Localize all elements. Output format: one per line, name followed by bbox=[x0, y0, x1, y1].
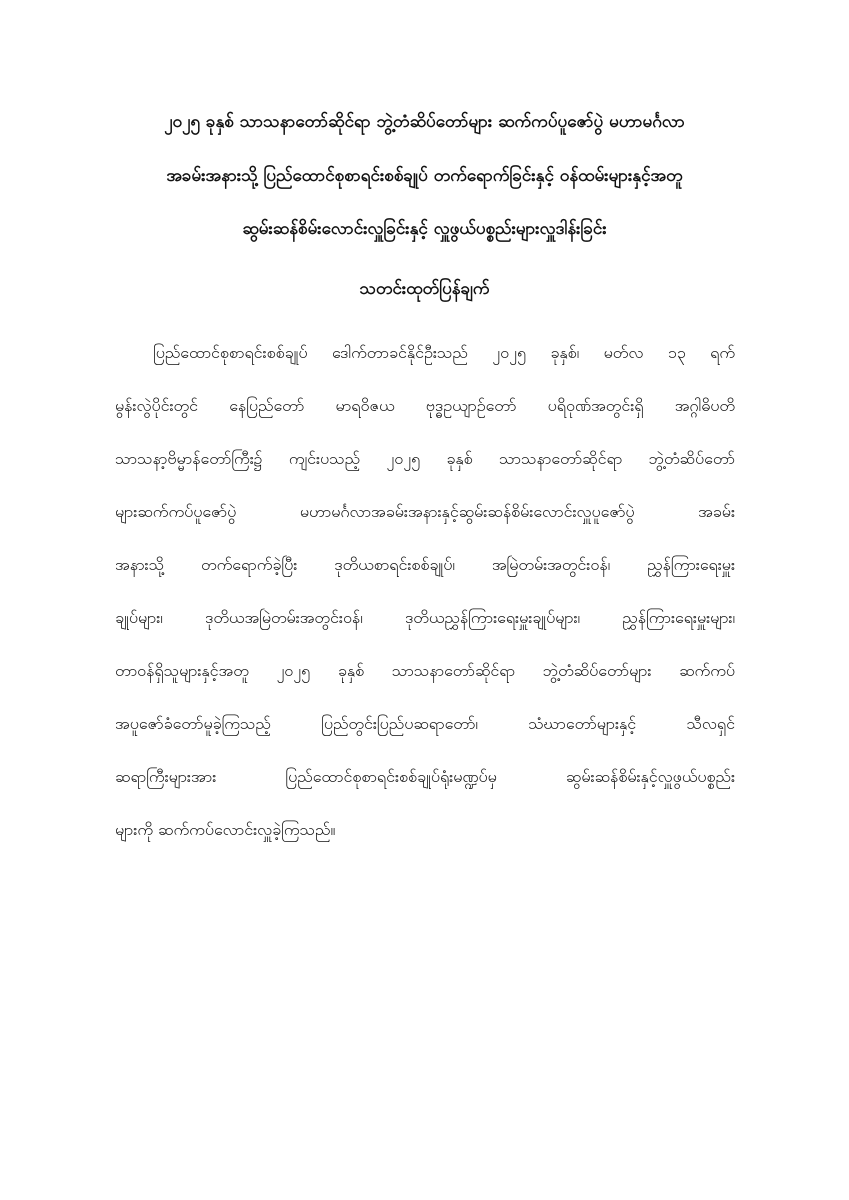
body-line: အနားသို့ တက်ရောက်ခဲ့ပြီး ဒုတိယစာရင်းစစ်ချုပ်၊ အမြဲတမ်းအတွင်းဝန်၊ ညွှန်ကြားရေးမှူး bbox=[115, 555, 735, 574]
body-line: မွန်းလွဲပိုင်းတွင် နေပြည်တော် မာရဝိဇယ ဗုဒ္ဓဥယျာဉ်တော် ပရိဝုဏ်အတွင်းရှိ အဂ္ဂါဓိပတိ bbox=[115, 396, 735, 415]
body-line: တာဝန်ရှိသူများနှင့်အတူ ၂၀၂၅ ခုနှစ် သာသနာတော်ဆိုင်ရာ ဘွဲ့တံဆိပ်တော်များ ဆက်ကပ် bbox=[115, 661, 735, 680]
document-title-line-3: ဆွမ်းဆန်စိမ်းလောင်းလှူခြင်းနှင့် လှူဖွယ်ပစ္စည်းများလှူဒါန်းခြင်း bbox=[242, 219, 607, 239]
body-line: များကို ဆက်ကပ်လောင်းလှူခဲ့ကြသည်။ bbox=[115, 820, 336, 839]
document-title-line-1: ၂၀၂၅ ခုနှစ် သာသနာတော်ဆိုင်ရာ ဘွဲ့တံဆိပ်တော်များ ဆက်ကပ်ပူဇော်ပွဲ မဟာမင်္ဂလာ bbox=[164, 112, 685, 132]
body-line: အပူဇော်ခံတော်မူခဲ့ကြသည့် ပြည်တွင်းပြည်ပဆရာတော်၊ သံဃာတော်များနှင့် သီလရှင် bbox=[115, 714, 735, 733]
body-line: ဆရာကြီးများအား ပြည်ထောင်စုစာရင်းစစ်ချုပ်ရုံးမဏ္ဍပ်မှ ဆွမ်းဆန်စိမ်းနှင့်လှူဖွယ်ပစ္စည်း bbox=[115, 767, 735, 786]
document-subtitle: သတင်းထုတ်ပြန်ချက် bbox=[359, 279, 490, 299]
body-line: များဆက်ကပ်ပူဇော်ပွဲ မဟာမင်္ဂလာအခမ်းအနားနှင့်ဆွမ်းဆန်စိမ်းလောင်းလှူပူဇော်ပွဲ အခမ်း bbox=[115, 502, 735, 521]
body-line: ပြည်ထောင်စုစာရင်းစစ်ချုပ် ဒေါက်တာခင်နိုင်ဦးသည် ၂၀၂၅ ခုနှစ်၊ မတ်လ ၁၃ ရက် bbox=[153, 343, 735, 362]
body-line: ချုပ်များ၊ ဒုတိယအမြဲတမ်းအတွင်းဝန်၊ ဒုတိယညွှန်ကြားရေးမှူးချုပ်များ၊ ညွှန်ကြားရေးမှူးများ၊ bbox=[115, 608, 735, 627]
document-title-line-2: အခမ်းအနားသို့ ပြည်ထောင်စုစာရင်းစစ်ချုပ် တက်ရောက်ခြင်းနှင့် ဝန်ထမ်းများနှင့်အတူ bbox=[166, 166, 683, 186]
body-line: သာသနာ့ဗိမ္မာန်တော်ကြီး၌ ကျင်းပသည့် ၂၀၂၅ ခုနှစ် သာသနာတော်ဆိုင်ရာ ဘွဲ့တံဆိပ်တော် bbox=[115, 449, 735, 468]
